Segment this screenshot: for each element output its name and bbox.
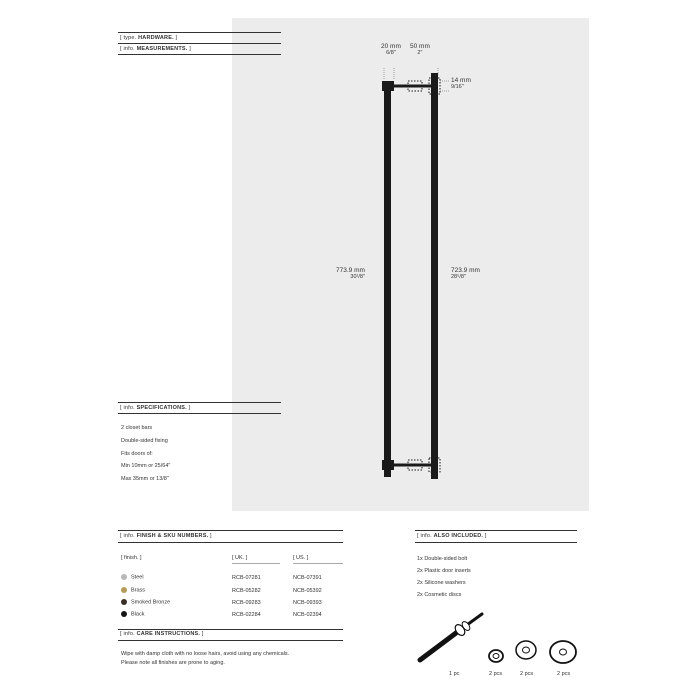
dim-side-in: 9/16" bbox=[451, 84, 464, 90]
sku-us: NCB-02394 bbox=[293, 612, 322, 618]
sku-us: NCB-09393 bbox=[293, 600, 322, 606]
finish-swatch-icon bbox=[121, 611, 127, 617]
cosmetic-disc-icon bbox=[550, 641, 576, 663]
dim-inner-in: 28⁵/8" bbox=[451, 274, 466, 280]
sku-uk: RCB-02284 bbox=[232, 612, 261, 618]
sku-us: NCB-07391 bbox=[293, 575, 322, 581]
spec-line: Max 35mm or 13/8" bbox=[121, 476, 169, 482]
door-insert-icon bbox=[489, 650, 503, 662]
measurements-label: [ info. MEASUREMENTS. ] bbox=[120, 46, 191, 52]
right-bar bbox=[431, 73, 438, 479]
divider bbox=[118, 54, 281, 55]
qty-label: 2 pcs bbox=[557, 671, 571, 677]
dim-top-left bbox=[381, 43, 401, 56]
divider bbox=[118, 640, 343, 641]
included-parts-drawing bbox=[410, 610, 590, 672]
care-label: [ info. CARE INSTRUCTIONS. ] bbox=[120, 631, 204, 637]
top-left-fixing bbox=[382, 81, 394, 91]
divider bbox=[118, 413, 281, 414]
finish-swatch-icon bbox=[121, 599, 127, 605]
finish-name-text: Brass bbox=[131, 587, 146, 594]
finish-swatch-icon bbox=[121, 587, 127, 593]
care-line: Wipe with damp cloth with no loose hairs, avoid using any chemicals. bbox=[121, 651, 290, 657]
divider bbox=[118, 629, 343, 630]
spec-line: Fits doors of: bbox=[121, 451, 153, 457]
included-item: 2x Plastic door inserts bbox=[417, 568, 471, 574]
dim-top-left-mm: 20 mm bbox=[381, 43, 401, 50]
sku-uk: RCB-09283 bbox=[232, 600, 261, 606]
divider bbox=[118, 32, 281, 33]
included-label: [ info. ALSO INCLUDED. ] bbox=[417, 533, 487, 539]
qty-label: 2 pcs bbox=[520, 671, 534, 677]
finish-name bbox=[121, 587, 145, 593]
dim-side-mm: 14 mm bbox=[451, 77, 471, 84]
divider bbox=[232, 563, 280, 564]
divider bbox=[118, 530, 343, 531]
type-label: [ type. HARDWARE. ] bbox=[120, 35, 178, 41]
dim-inner-mm: 723.9 mm bbox=[451, 267, 480, 274]
col-us: [ US. ] bbox=[293, 555, 309, 561]
spec-line: Double-sided fixing bbox=[121, 438, 168, 444]
spec-line: Min 10mm or 25/64" bbox=[121, 463, 171, 469]
sku-uk: RCB-07281 bbox=[232, 575, 261, 581]
included-item: 1x Double-sided bolt bbox=[417, 556, 468, 562]
divider bbox=[118, 542, 343, 543]
dim-top-left-in: 6/8" bbox=[386, 50, 396, 56]
dim-inner bbox=[451, 267, 480, 280]
sku-us: NCB-05392 bbox=[293, 588, 322, 594]
included-item: 2x Cosmetic discs bbox=[417, 592, 462, 598]
divider bbox=[415, 530, 577, 531]
finish-swatch-icon bbox=[121, 574, 127, 580]
dim-top-right-in: 2" bbox=[417, 50, 423, 56]
specifications-label: [ info. SPECIFICATIONS. ] bbox=[120, 405, 191, 411]
dim-total-mm: 773.9 mm bbox=[336, 267, 365, 274]
left-bar bbox=[384, 85, 391, 477]
finish-name bbox=[121, 574, 144, 580]
divider bbox=[118, 402, 281, 403]
finish-name bbox=[121, 599, 170, 605]
dim-top-right bbox=[410, 43, 430, 56]
care-line: Please note all finishes are prone to aging. bbox=[121, 660, 225, 666]
col-uk: [ UK. ] bbox=[232, 555, 248, 561]
dim-total bbox=[336, 267, 365, 280]
divider bbox=[293, 563, 343, 564]
bolt-icon bbox=[420, 614, 482, 660]
finish-name-text: Steel bbox=[131, 574, 144, 581]
divider bbox=[118, 43, 281, 44]
finish-name-text: Black bbox=[131, 611, 145, 618]
dim-total-in: 30¹/8" bbox=[350, 274, 365, 280]
finish-label: [ info. FINISH & SKU NUMBERS. ] bbox=[120, 533, 212, 539]
qty-label: 2 pcs bbox=[489, 671, 503, 677]
drawing-panel bbox=[232, 18, 589, 511]
closet-bar-drawing bbox=[232, 18, 589, 511]
included-item: 2x Silicone washers bbox=[417, 580, 466, 586]
dim-side bbox=[451, 77, 471, 90]
silicone-washer-icon bbox=[516, 641, 536, 659]
finish-name bbox=[121, 611, 144, 617]
divider bbox=[415, 542, 577, 543]
qty-label: 1 pc bbox=[449, 671, 460, 677]
dim-top-right-mm: 50 mm bbox=[410, 43, 430, 50]
spec-line: 2 closet bars bbox=[121, 425, 153, 431]
col-finish: [ finish. ] bbox=[121, 555, 142, 561]
finish-name-text: Smoked Bronze bbox=[131, 599, 171, 606]
sku-uk: RCB-05282 bbox=[232, 588, 261, 594]
bottom-left-fixing bbox=[382, 460, 394, 470]
